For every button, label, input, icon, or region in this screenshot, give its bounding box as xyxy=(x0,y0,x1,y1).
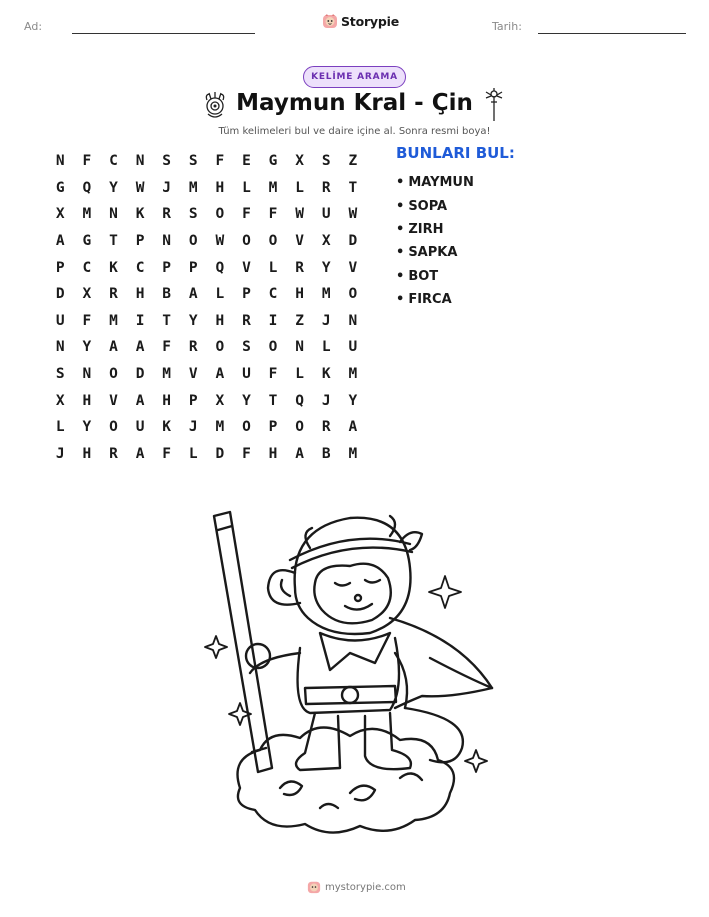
grid-cell[interactable]: R xyxy=(295,259,304,276)
grid-cell[interactable]: P xyxy=(162,259,172,276)
word: ZIRH xyxy=(408,221,444,237)
grid-cell[interactable]: L xyxy=(215,286,225,303)
grid-cell[interactable]: T xyxy=(109,233,118,250)
grid-cell[interactable]: F xyxy=(242,206,251,223)
grid-cell[interactable]: W xyxy=(135,179,145,196)
grid-cell[interactable]: S xyxy=(188,206,198,223)
grid-cell[interactable]: V xyxy=(242,259,251,276)
grid-cell[interactable]: D xyxy=(215,445,225,462)
grid-cell[interactable]: P xyxy=(135,233,145,250)
grid-cell[interactable]: L xyxy=(268,259,278,276)
grid-cell[interactable]: G xyxy=(82,233,92,250)
grid-cell[interactable]: F xyxy=(82,153,92,170)
grid-cell[interactable]: U xyxy=(321,206,331,223)
grid-cell[interactable]: F xyxy=(162,445,172,462)
word-list-item xyxy=(396,194,474,217)
grid-cell[interactable]: O xyxy=(109,419,118,436)
bullet: • xyxy=(396,292,405,308)
grid-row xyxy=(47,228,366,255)
grid-cell[interactable]: O xyxy=(295,419,304,436)
grid-cell[interactable]: R xyxy=(188,339,198,356)
grid-cell[interactable]: P xyxy=(268,419,278,436)
grid-cell[interactable]: U xyxy=(348,339,358,356)
grid-cell[interactable]: C xyxy=(135,259,145,276)
grid-cell[interactable]: K xyxy=(135,206,145,223)
grid-cell[interactable]: A xyxy=(135,445,145,462)
footer xyxy=(307,880,406,894)
date-line xyxy=(538,33,686,34)
word: BOT xyxy=(408,268,439,284)
grid-cell[interactable]: V xyxy=(348,259,358,276)
grid-cell[interactable]: Y xyxy=(348,392,358,409)
grid-row xyxy=(47,308,366,335)
grid-row xyxy=(47,148,366,175)
bullet: • xyxy=(396,198,405,214)
page-title: Maymun Kral - Çin xyxy=(236,90,473,116)
grid-cell[interactable]: P xyxy=(55,259,65,276)
grid-row xyxy=(47,334,366,361)
category-badge: KELİME ARAMA xyxy=(303,66,406,88)
word: SAPKA xyxy=(408,245,458,261)
grid-cell[interactable]: N xyxy=(348,312,358,329)
grid-cell[interactable]: N xyxy=(55,339,65,356)
instructions: Tüm kelimeleri bul ve daire içine al. Sonra resmi boya! xyxy=(218,126,491,137)
grid-cell[interactable]: V xyxy=(188,366,198,383)
grid-cell[interactable]: C xyxy=(109,153,118,170)
monkey-king-coloring-illustration xyxy=(200,488,510,843)
name-line xyxy=(72,33,255,34)
word: MAYMUN xyxy=(408,175,474,191)
grid-cell[interactable]: O xyxy=(215,339,225,356)
grid-cell[interactable]: Z xyxy=(295,312,304,329)
grid-row xyxy=(47,441,366,468)
grid-cell[interactable]: X xyxy=(295,153,304,170)
grid-cell[interactable]: F xyxy=(242,445,251,462)
grid-cell[interactable]: M xyxy=(321,286,331,303)
grid-cell[interactable]: W xyxy=(295,206,304,223)
grid-cell[interactable]: R xyxy=(321,179,331,196)
grid-cell[interactable]: O xyxy=(348,286,358,303)
grid-cell[interactable]: R xyxy=(321,419,331,436)
grid-cell[interactable]: J xyxy=(188,419,198,436)
grid-cell[interactable]: F xyxy=(215,153,225,170)
grid-row xyxy=(47,281,366,308)
grid-cell[interactable]: K xyxy=(321,366,331,383)
grid-cell[interactable]: H xyxy=(295,286,304,303)
grid-cell[interactable]: M xyxy=(348,366,358,383)
grid-cell[interactable]: G xyxy=(55,179,65,196)
grid-row xyxy=(47,254,366,281)
grid-cell[interactable]: Y xyxy=(82,339,92,356)
grid-cell[interactable]: L xyxy=(188,445,198,462)
bullet: • xyxy=(396,268,405,284)
grid-cell[interactable]: N xyxy=(82,366,92,383)
word-list-item xyxy=(396,218,474,241)
grid-cell[interactable]: M xyxy=(268,179,278,196)
grid-cell[interactable]: Q xyxy=(215,259,225,276)
grid-cell[interactable]: V xyxy=(295,233,304,250)
grid-cell[interactable]: Y xyxy=(242,392,251,409)
grid-row xyxy=(47,414,366,441)
grid-cell[interactable]: S xyxy=(55,366,65,383)
grid-cell[interactable]: A xyxy=(135,392,145,409)
word-list xyxy=(396,171,474,311)
grid-cell[interactable]: H xyxy=(135,286,145,303)
grid-cell[interactable]: A xyxy=(348,419,358,436)
grid-cell[interactable]: P xyxy=(188,259,198,276)
grid-cell[interactable]: L xyxy=(55,419,65,436)
brand xyxy=(322,13,399,29)
grid-cell[interactable]: L xyxy=(242,179,251,196)
date-label: Tarih: xyxy=(492,20,522,33)
word-list-item xyxy=(396,241,474,264)
grid-cell[interactable]: R xyxy=(109,286,118,303)
grid-cell[interactable]: Y xyxy=(82,419,92,436)
word-list-item xyxy=(396,288,474,311)
grid-cell[interactable]: N xyxy=(162,233,172,250)
grid-cell[interactable]: Z xyxy=(348,153,358,170)
bullet: • xyxy=(396,221,405,237)
grid-cell[interactable]: M xyxy=(215,419,225,436)
grid-cell[interactable]: H xyxy=(82,392,92,409)
grid-row xyxy=(47,201,366,228)
footer-url[interactable]: mystorypie.com xyxy=(325,881,406,893)
grid-cell[interactable]: H xyxy=(215,179,225,196)
grid-cell[interactable]: B xyxy=(321,445,331,462)
grid-cell[interactable]: L xyxy=(321,339,331,356)
grid-cell[interactable]: X xyxy=(215,392,225,409)
storypie-logo-icon xyxy=(322,13,338,29)
grid-cell[interactable]: W xyxy=(348,206,358,223)
word: SOPA xyxy=(408,198,448,214)
grid-cell[interactable]: O xyxy=(109,366,118,383)
grid-cell[interactable]: H xyxy=(215,312,225,329)
grid-cell[interactable]: I xyxy=(135,312,145,329)
grid-row xyxy=(47,387,366,414)
grid-cell[interactable]: A xyxy=(135,339,145,356)
grid-cell[interactable]: S xyxy=(188,153,198,170)
grid-cell[interactable]: M xyxy=(188,179,198,196)
brand-name: Storypie xyxy=(341,13,399,29)
grid-cell[interactable]: C xyxy=(268,286,278,303)
grid-cell[interactable]: A xyxy=(295,445,304,462)
grid-cell[interactable]: J xyxy=(321,312,331,329)
grid-cell[interactable]: J xyxy=(162,179,172,196)
name-label: Ad: xyxy=(24,20,43,33)
word-list-title: BUNLARI BUL: xyxy=(396,144,515,162)
storypie-logo-icon xyxy=(307,880,321,894)
grid-cell[interactable]: F xyxy=(162,339,172,356)
grid-cell[interactable]: K xyxy=(162,419,172,436)
grid-cell[interactable]: T xyxy=(268,392,278,409)
grid-cell[interactable]: N xyxy=(135,153,145,170)
grid-cell[interactable]: E xyxy=(242,153,251,170)
grid-cell[interactable]: L xyxy=(295,179,304,196)
grid-cell[interactable]: A xyxy=(215,366,225,383)
grid-cell[interactable]: U xyxy=(55,312,65,329)
grid-cell[interactable]: I xyxy=(268,312,278,329)
grid-cell[interactable]: H xyxy=(162,392,172,409)
grid-cell[interactable]: L xyxy=(295,366,304,383)
grid-cell[interactable]: P xyxy=(242,286,251,303)
grid-cell[interactable]: D xyxy=(55,286,65,303)
grid-cell[interactable]: O xyxy=(268,339,278,356)
grid-cell[interactable]: O xyxy=(242,419,251,436)
word-list-item xyxy=(396,171,474,194)
grid-cell[interactable]: V xyxy=(109,392,118,409)
grid-cell[interactable]: S xyxy=(162,153,172,170)
grid-cell[interactable]: F xyxy=(82,312,92,329)
bullet: • xyxy=(396,175,405,191)
grid-cell[interactable]: X xyxy=(55,206,65,223)
grid-cell[interactable]: M xyxy=(162,366,172,383)
grid-cell[interactable]: O xyxy=(215,206,225,223)
grid-cell[interactable]: O xyxy=(242,233,251,250)
grid-cell[interactable]: Y xyxy=(188,312,198,329)
grid-cell[interactable]: A xyxy=(188,286,198,303)
grid-cell[interactable]: R xyxy=(109,445,118,462)
grid-cell[interactable]: Q xyxy=(82,179,92,196)
grid-cell[interactable]: X xyxy=(55,392,65,409)
grid-cell[interactable]: F xyxy=(268,206,278,223)
grid-cell[interactable]: R xyxy=(242,312,251,329)
grid-cell[interactable]: X xyxy=(321,233,331,250)
grid-cell[interactable]: J xyxy=(321,392,331,409)
grid-cell[interactable]: X xyxy=(82,286,92,303)
grid-cell[interactable]: K xyxy=(109,259,118,276)
grid-row xyxy=(47,361,366,388)
grid-cell[interactable]: M xyxy=(82,206,92,223)
grid-cell[interactable]: C xyxy=(82,259,92,276)
grid-cell[interactable]: J xyxy=(55,445,65,462)
word: FIRCA xyxy=(408,292,452,308)
grid-cell[interactable]: S xyxy=(321,153,331,170)
grid-cell[interactable]: M xyxy=(348,445,358,462)
grid-cell[interactable]: P xyxy=(188,392,198,409)
grid-cell[interactable]: S xyxy=(242,339,251,356)
grid-cell[interactable]: N xyxy=(55,153,65,170)
bullet: • xyxy=(396,245,405,261)
grid-cell[interactable]: U xyxy=(135,419,145,436)
grid-cell[interactable]: U xyxy=(242,366,251,383)
grid-cell[interactable]: D xyxy=(348,233,358,250)
grid-cell[interactable]: Q xyxy=(295,392,304,409)
grid-cell[interactable]: N xyxy=(109,206,118,223)
grid-cell[interactable]: Y xyxy=(321,259,331,276)
grid-cell[interactable]: F xyxy=(268,366,278,383)
grid-cell[interactable]: D xyxy=(135,366,145,383)
word-search-grid[interactable] xyxy=(47,148,366,467)
grid-cell[interactable]: A xyxy=(109,339,118,356)
grid-cell[interactable]: T xyxy=(162,312,172,329)
golden-staff-icon xyxy=(482,88,506,122)
grid-cell[interactable]: H xyxy=(82,445,92,462)
grid-row xyxy=(47,175,366,202)
grid-cell[interactable]: N xyxy=(295,339,304,356)
grid-cell[interactable]: T xyxy=(348,179,358,196)
grid-cell[interactable]: A xyxy=(55,233,65,250)
grid-cell[interactable]: O xyxy=(188,233,198,250)
grid-cell[interactable]: O xyxy=(268,233,278,250)
grid-cell[interactable]: G xyxy=(268,153,278,170)
grid-cell[interactable]: H xyxy=(268,445,278,462)
grid-cell[interactable]: Y xyxy=(109,179,118,196)
grid-cell[interactable]: B xyxy=(162,286,172,303)
grid-cell[interactable]: R xyxy=(162,206,172,223)
word-list-item xyxy=(396,265,474,288)
grid-cell[interactable]: M xyxy=(109,312,118,329)
grid-cell[interactable]: W xyxy=(215,233,225,250)
